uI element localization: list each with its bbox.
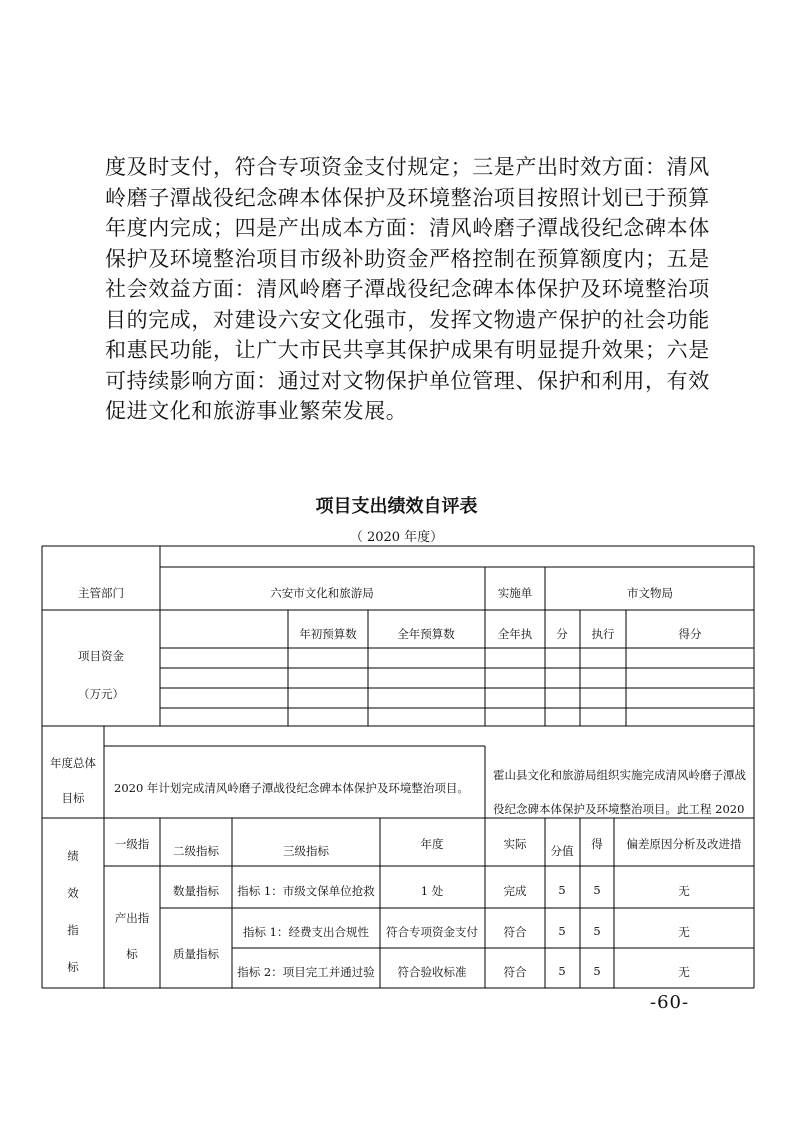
paragraph-line: 度及时支付，符合专项资金支付规定；三是产出时效方面：清风: [105, 155, 710, 179]
table-title: 项目支出绩效自评表: [315, 496, 478, 517]
funds-header: 分: [556, 627, 568, 641]
table-subtitle: （ 2020 年度）: [349, 530, 444, 545]
paragraph-line: 保护及环境整治项目市级补助资金严格控制在预算额度内；五是: [105, 246, 710, 271]
row-remark: 无: [678, 884, 690, 898]
goal-plan: 2020 年计划完成清风岭磨子潭战役纪念碑本体保护及环境整治项目。: [114, 781, 469, 795]
row-remark: 无: [678, 925, 690, 939]
ind-header: 实际: [503, 837, 527, 851]
dept-value: 六安市文化和旅游局: [270, 586, 374, 600]
goal-actual: 役纪念碑本体保护及环境整治项目。此工程 2020: [493, 802, 745, 816]
row-score: 5: [558, 924, 566, 938]
paragraph-line: 年度内完成；四是产出成本方面：清风岭磨子潭战役纪念碑本体: [105, 216, 710, 240]
paragraph-line: 可持续影响方面：通过对文物保护单位管理、保护和利用，有效: [105, 368, 710, 393]
row-got: 5: [593, 883, 601, 897]
ind-header: 分值: [550, 844, 574, 858]
body-paragraph: [105, 152, 710, 427]
level2-quantity: 数量指标: [173, 884, 219, 898]
dept-label: 主管部门: [78, 586, 124, 600]
indicators-label: 指: [67, 923, 79, 937]
row-actual: 符合: [503, 965, 527, 979]
funds-header: 全年执: [497, 627, 533, 641]
ind-header: 二级指标: [173, 844, 219, 858]
paragraph-line: 促进文化和旅游事业繁荣发展。: [105, 399, 408, 423]
row-indicator: 指标 1：经费支出合规性: [243, 925, 369, 939]
impl-label: 实施单: [497, 586, 533, 600]
ind-header: 一级指: [114, 837, 150, 851]
page-number: -60-: [650, 992, 690, 1013]
row-got: 5: [593, 924, 601, 938]
funds-header: 全年预算数: [397, 627, 455, 641]
indicators-label: 标: [67, 960, 79, 974]
row-target: 符合验收标准: [397, 965, 467, 979]
goal-actual: 霍山县文化和旅游局组织实施完成清风岭磨子潭战: [493, 768, 746, 782]
goal-label: 目标: [61, 791, 85, 805]
ind-header: 年度: [420, 837, 444, 851]
row-score: 5: [558, 964, 566, 978]
row-indicator: 指标 1：市级文保单位抢救: [237, 884, 375, 898]
level2-quality: 质量指标: [173, 947, 219, 961]
paragraph-line: 目的完成，对建设六安文化强市，发挥文物遗产保护的社会功能: [105, 307, 710, 332]
funds-header: 执行: [591, 627, 615, 641]
ind-header: 偏差原因分析及改进措: [626, 837, 742, 851]
indicators-label: 绩: [67, 849, 79, 863]
paragraph-line: 社会效益方面：清风岭磨子潭战役纪念碑本体保护及环境整治项: [105, 277, 710, 301]
funds-header: 年初预算数: [299, 627, 357, 641]
paragraph-line: 岭磨子潭战役纪念碑本体保护及环境整治项目按照计划已于预算: [105, 185, 710, 210]
level1-label: 产出指: [114, 911, 150, 925]
ind-header: 三级指标: [283, 844, 329, 858]
goal-label: 年度总体: [50, 756, 96, 770]
row-indicator: 指标 2：项目完工并通过验: [237, 965, 375, 979]
row-actual: 符合: [503, 925, 527, 939]
impl-value: 市文物局: [627, 586, 673, 600]
row-target: 符合专项资金支付: [386, 925, 478, 939]
row-target: 1 处: [420, 884, 444, 898]
funds-unit: （万元）: [78, 687, 124, 701]
row-got: 5: [593, 964, 601, 978]
row-score: 5: [558, 883, 566, 897]
ind-header: 得: [591, 837, 603, 851]
funds-header: 得分: [678, 627, 702, 641]
level1-label: 标: [126, 947, 138, 961]
row-remark: 无: [678, 965, 690, 979]
indicators-label: 效: [67, 886, 79, 900]
funds-label: 项目资金: [78, 649, 124, 663]
paragraph-line: 和惠民功能，让广大市民共享其保护成果有明显提升效果；六是: [105, 338, 710, 362]
row-actual: 完成: [503, 884, 527, 898]
